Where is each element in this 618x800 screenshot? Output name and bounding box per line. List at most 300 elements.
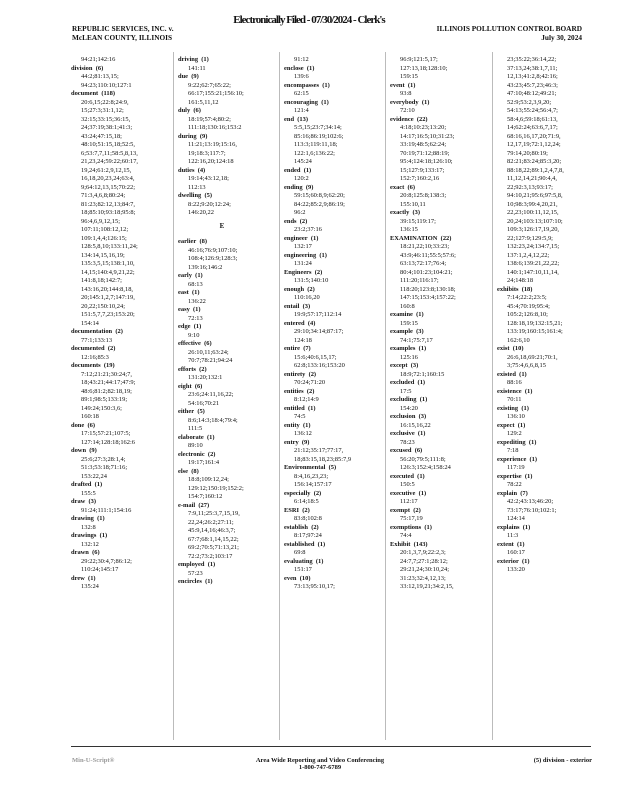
page-line-reference: 59:15;60:8,9;62:20; bbox=[294, 192, 345, 199]
index-term-word: excluding bbox=[390, 396, 417, 403]
page-line-reference: 29:10;34:14;87:17; bbox=[294, 328, 344, 335]
index-term-word: duly bbox=[178, 107, 191, 114]
index-term bbox=[284, 524, 372, 533]
index-term-word: earlier bbox=[178, 238, 197, 245]
page-line-reference: 93:8 bbox=[400, 90, 412, 97]
page-line-reference: 75:17,19 bbox=[400, 515, 423, 522]
page-line-reference: 12,17,19;72:1,12,24; bbox=[507, 141, 561, 148]
page-line-reference: 146:20,22 bbox=[188, 209, 214, 216]
page-line-reference: 19:9;57:17;112:14 bbox=[294, 311, 342, 318]
index-term bbox=[497, 524, 585, 533]
page-line-reference: 136:22 bbox=[188, 297, 206, 305]
index-term-count: (1) bbox=[418, 345, 427, 352]
index-term-word: edge bbox=[178, 323, 191, 330]
index-term bbox=[71, 575, 159, 584]
index-term-word: due bbox=[178, 73, 189, 80]
page-line-reference: 113:3;119:11,18; bbox=[294, 141, 338, 148]
index-term bbox=[71, 345, 159, 354]
page-line-reference: 132:23,24;134:7,15; bbox=[507, 243, 560, 250]
page-line-reference: 151:5,7,7,23;153:20; bbox=[81, 311, 135, 318]
page-line-reference: 133:20 bbox=[507, 566, 525, 573]
index-term bbox=[71, 65, 159, 74]
index-term-word: executed bbox=[390, 472, 414, 480]
index-term-word: EXAMINATION bbox=[390, 234, 438, 242]
page-line-reference: 124:18 bbox=[294, 336, 312, 344]
index-term bbox=[71, 447, 159, 456]
page-line-reference: 160:17 bbox=[507, 549, 525, 556]
index-term bbox=[71, 515, 159, 524]
page-line-reference: 21,23,24;59:22;60:17, bbox=[81, 158, 139, 165]
index-term-word: evaluating bbox=[284, 557, 313, 565]
index-term-count: (5) bbox=[197, 408, 205, 415]
index-term-count: (9) bbox=[301, 438, 310, 446]
page-line-reference: 89:10 bbox=[188, 442, 203, 449]
page-line-reference: 74:5 bbox=[294, 413, 306, 420]
index-term-word: examples bbox=[390, 345, 416, 352]
page-line-reference: 20;145:1,2,7;147:19, bbox=[81, 294, 135, 301]
page-line-reference: 155:10,11 bbox=[400, 200, 426, 208]
index-term-count: (1) bbox=[517, 540, 525, 548]
page-line-reference: 6:14;18:5 bbox=[294, 498, 319, 505]
index-term-count: (1) bbox=[201, 56, 209, 63]
page-line-reference: 56:20;79:5;111:8; bbox=[400, 455, 446, 463]
page-line-reference: 73:13;95:10,17; bbox=[294, 583, 335, 590]
index-term-count: (18) bbox=[521, 285, 533, 293]
page-line-reference: 48:10;51:15,18;52:5, bbox=[81, 141, 136, 148]
page-line-reference: 117:19 bbox=[507, 464, 525, 471]
index-term bbox=[497, 405, 585, 414]
page-line-reference: 128:18,19;132:15,21; bbox=[507, 319, 563, 327]
page-line-reference: 8:4,16,23,23; bbox=[294, 472, 329, 480]
page-line-reference: 91:12 bbox=[294, 56, 309, 63]
page-line-reference: 110:16,20 bbox=[294, 294, 320, 301]
page-line-reference: 5:5,15;23:7;34:14; bbox=[294, 124, 342, 131]
index-term bbox=[178, 167, 266, 176]
index-term-count: (118) bbox=[101, 90, 115, 97]
index-term-word: established bbox=[284, 540, 315, 548]
page-line-reference: 89:1;98:5;133:19; bbox=[81, 396, 128, 403]
page-line-reference: 23:6;24:11,16,22; bbox=[188, 391, 234, 398]
index-term-count: (1) bbox=[417, 379, 426, 386]
page-line-reference: 8:6;14:3;18:4;79:4; bbox=[188, 416, 238, 424]
electronic-filing-stamp: Electronically Filed - 07/30/2024 - Clerk's bbox=[233, 14, 385, 26]
page-line-reference: 82:21;83:24;85:3,20; bbox=[507, 158, 562, 165]
page-line-reference: 111:20;116:17; bbox=[400, 277, 439, 284]
page-line-reference: 19:14;43:12,18; bbox=[188, 175, 229, 182]
page-line-reference: 152:7;160:2,16 bbox=[400, 175, 440, 182]
page-line-reference: 19:17;161:4 bbox=[188, 459, 220, 466]
index-term-word: document bbox=[71, 90, 99, 97]
index-term bbox=[390, 396, 478, 405]
page-line-reference: 62:8;133:16;153:20 bbox=[294, 362, 345, 369]
page-line-reference: 74:4 bbox=[400, 532, 412, 539]
page-line-reference: 125:16 bbox=[400, 353, 418, 361]
page-line-reference: 137:1,2,4,12,22; bbox=[507, 251, 550, 259]
page-line-reference: 22;92:3,13;93:17; bbox=[507, 183, 553, 191]
page-line-reference: 131:24 bbox=[294, 260, 312, 267]
index-column-1 bbox=[71, 56, 159, 592]
index-term bbox=[497, 371, 585, 380]
index-term-word: enough bbox=[284, 285, 305, 293]
page-line-reference: 14;62:24;63:6,7,17; bbox=[507, 124, 558, 131]
index-term-count: (1) bbox=[307, 404, 316, 412]
index-term-word: entail bbox=[284, 302, 300, 310]
index-term bbox=[284, 388, 372, 397]
page-line-reference: 108:4;126:9;128:3; bbox=[188, 255, 238, 262]
page-line-reference: 150:5 bbox=[400, 481, 415, 488]
page-line-reference: 155:5 bbox=[81, 489, 96, 497]
index-term bbox=[284, 541, 372, 550]
index-term bbox=[284, 286, 372, 295]
index-term-word: exclusive bbox=[390, 430, 415, 437]
page-line-reference: 39:15;119:17; bbox=[400, 217, 436, 225]
index-term-word: explains bbox=[497, 523, 520, 531]
index-term-count: (6) bbox=[92, 549, 100, 556]
index-term bbox=[284, 558, 372, 567]
page-line-reference: 46:16;76:9;107:10; bbox=[188, 246, 238, 254]
index-term-word: draw bbox=[71, 498, 86, 505]
page-line-reference: 23:2;37:16 bbox=[294, 226, 322, 233]
page-line-reference: 8:12;14:9 bbox=[294, 396, 319, 403]
index-term-word: entered bbox=[284, 319, 305, 327]
index-term bbox=[497, 456, 585, 465]
page-line-reference: 94:10,21;95:6;97:5,8, bbox=[507, 192, 563, 199]
index-term-word: entry bbox=[284, 438, 299, 446]
page-line-reference: 26:6,18,69:21;70:1, bbox=[507, 353, 558, 361]
page-line-reference: 7:12;21:21;30:24;7, bbox=[81, 370, 132, 378]
index-term-count: (27) bbox=[198, 501, 210, 509]
page-line-reference: 145:24 bbox=[294, 158, 312, 165]
page-line-reference: 18;43:21;44:17;47:9; bbox=[81, 379, 136, 386]
page-line-reference: 54:13;55:24;56:4,7; bbox=[507, 107, 558, 114]
index-term-count: (1) bbox=[310, 234, 319, 242]
page-line-reference: 129:12;150:19;152:2; bbox=[188, 484, 244, 492]
page-line-reference: 69:8 bbox=[294, 549, 306, 556]
page-line-reference: 12,13;41:2,8;42:16; bbox=[507, 73, 558, 80]
index-term bbox=[284, 575, 372, 584]
index-term bbox=[284, 371, 372, 380]
index-term bbox=[284, 269, 372, 278]
index-term-word: drawn bbox=[71, 549, 89, 556]
index-term bbox=[497, 286, 585, 295]
page-line-reference: 63:13;72:17;76:4; bbox=[400, 260, 447, 267]
page-line-reference: 20,24;103:13;107:10; bbox=[507, 217, 563, 225]
index-term-word: documents bbox=[71, 362, 101, 369]
index-column-2 bbox=[178, 56, 266, 587]
page-line-reference: 62:15 bbox=[294, 90, 309, 97]
index-term bbox=[497, 345, 585, 354]
index-term bbox=[284, 99, 372, 108]
index-term-word: effective bbox=[178, 340, 201, 347]
page-line-reference: 18:9;72:1;160:15 bbox=[400, 370, 445, 378]
index-term-word: east bbox=[178, 289, 189, 296]
page-line-reference: 24:7,7;27:1;28:12; bbox=[400, 557, 448, 565]
page-line-reference: 133:19;160:15;161:4; bbox=[507, 328, 563, 335]
index-term bbox=[390, 99, 478, 108]
index-term-count: (1) bbox=[517, 421, 526, 429]
index-term-word: elaborate bbox=[178, 433, 204, 441]
index-term-count: (1) bbox=[417, 472, 425, 480]
page-line-reference: 45:4;70:19;95:4; bbox=[507, 302, 550, 310]
page-line-reference: 25:6;27:3;28:1,4; bbox=[81, 455, 126, 463]
index-term-word: event bbox=[390, 81, 405, 89]
index-term-count: (6) bbox=[193, 107, 201, 114]
index-term-word: expediting bbox=[497, 438, 526, 446]
index-term-word: existing bbox=[497, 404, 519, 412]
page-line-reference: 15;127:9;133:17; bbox=[400, 166, 445, 174]
page-line-reference: 94:21;142:16 bbox=[81, 56, 116, 63]
index-term bbox=[284, 82, 372, 91]
page-line-reference: 44:2;81:13,15; bbox=[81, 73, 119, 80]
index-term-count: (1) bbox=[191, 289, 200, 296]
page-line-reference: 11:3 bbox=[507, 532, 519, 539]
caption-parties: REPUBLIC SERVICES, INC. v. bbox=[72, 24, 174, 33]
page-line-reference: 68:13 bbox=[188, 280, 203, 288]
page-line-reference: 54:16;70:21 bbox=[188, 399, 220, 407]
page-line-reference: 57:23 bbox=[188, 569, 203, 577]
index-term bbox=[390, 507, 478, 516]
index-term-count: (9) bbox=[89, 447, 97, 454]
index-term-word: entitled bbox=[284, 404, 305, 412]
page-line-reference: 134:14,15,16,19; bbox=[81, 251, 125, 259]
index-term bbox=[178, 366, 266, 375]
page-line-reference: 126:3;152:4;158:24 bbox=[400, 464, 451, 471]
page-line-reference: 14:17;16:5;10;31:23; bbox=[400, 132, 455, 140]
page-line-reference: 19;18:3;117:7; bbox=[188, 149, 226, 157]
index-term-count: (22) bbox=[416, 115, 428, 123]
index-term-count: (1) bbox=[407, 81, 416, 89]
index-term-count: (9) bbox=[305, 183, 314, 191]
index-term bbox=[71, 481, 159, 490]
index-term bbox=[390, 235, 478, 244]
footer-reporter-phone: 1-800-747-6789 bbox=[298, 764, 342, 771]
page-line-reference: 52:9;53:2,3,9,20; bbox=[507, 98, 552, 106]
index-term-word: division bbox=[71, 64, 93, 72]
page-line-reference: 69:2;70:5;71:13,21; bbox=[188, 544, 239, 551]
index-term-word: during bbox=[178, 132, 197, 140]
page-line-reference: 29:21,24;30:10,24; bbox=[400, 566, 449, 573]
page-line-reference: 67:7;68:1,14,15,22; bbox=[188, 535, 239, 543]
page-line-reference: 58:4,6;59:18;61:13, bbox=[507, 115, 558, 123]
page-line-reference: 24;148:18 bbox=[507, 277, 534, 284]
index-term bbox=[284, 167, 372, 176]
index-term bbox=[178, 107, 266, 116]
page-line-reference: 8:22;9:20;12:24; bbox=[188, 200, 231, 208]
page-line-reference: 7:9,11;25:3,7,15,19, bbox=[188, 510, 240, 517]
index-term bbox=[178, 192, 266, 201]
index-term-count: (2) bbox=[107, 345, 116, 352]
index-term bbox=[178, 323, 266, 332]
page-line-reference: 18:8;109:12,24; bbox=[188, 476, 229, 483]
index-term-count: (22) bbox=[440, 234, 452, 242]
page-line-reference: 96:4,6,9,12,15; bbox=[81, 217, 120, 225]
index-term-word: engineering bbox=[284, 251, 317, 259]
index-term bbox=[284, 320, 372, 329]
page-line-reference: 135:24 bbox=[81, 583, 99, 590]
page-line-reference: 9;64:12,13,15;70:22; bbox=[81, 183, 136, 191]
index-term-count: (1) bbox=[195, 272, 203, 279]
index-term-count: (1) bbox=[99, 532, 108, 539]
index-term bbox=[390, 490, 478, 499]
page-line-reference: 51:3;53:18;71:16; bbox=[81, 464, 128, 471]
page-line-reference: 160:18 bbox=[81, 413, 99, 420]
index-term-word: entirety bbox=[284, 370, 306, 378]
footer-page-range: (5) division - exterior bbox=[533, 757, 592, 764]
index-term-count: (5) bbox=[204, 192, 212, 199]
page-line-reference: 132:17 bbox=[294, 243, 312, 250]
index-term-word: evidence bbox=[390, 115, 414, 123]
index-term-word: employed bbox=[178, 561, 205, 568]
page-line-reference: 16:15,16,22 bbox=[400, 421, 431, 429]
index-term-count: (3) bbox=[412, 209, 421, 216]
index-term bbox=[178, 56, 266, 65]
section-letter: E bbox=[219, 221, 225, 230]
page-line-reference: 121:4 bbox=[294, 107, 309, 114]
index-term bbox=[178, 133, 266, 142]
index-term-count: (10) bbox=[299, 574, 311, 582]
index-term-count: (2) bbox=[413, 506, 421, 514]
index-term-count: (1) bbox=[519, 370, 527, 378]
index-term-word: expertise bbox=[497, 472, 522, 480]
index-term-count: (1) bbox=[424, 523, 432, 531]
index-term-count: (1) bbox=[319, 251, 327, 259]
page-line-reference: 3;75:4,6,6,8,15 bbox=[507, 362, 546, 369]
index-term-word: drawing bbox=[71, 515, 94, 522]
page-line-reference: 18;83:15,18,23;85:7,9 bbox=[294, 455, 352, 463]
page-line-reference: 143:16,20;144:8,18, bbox=[81, 285, 134, 293]
index-term-word: Environmental bbox=[284, 464, 326, 471]
index-term-count: (1) bbox=[302, 421, 311, 429]
page-line-reference: 124:14 bbox=[507, 515, 525, 522]
column-divider bbox=[279, 52, 280, 740]
page-line-reference: 20:1,3,7,9;22:2,3; bbox=[400, 549, 446, 556]
index-term bbox=[390, 184, 478, 193]
page-line-reference: 20:6,15;22:8;24:9, bbox=[81, 98, 129, 106]
index-term-word: ended bbox=[284, 166, 301, 174]
index-term-count: (2) bbox=[115, 328, 123, 335]
index-term-count: (1) bbox=[88, 574, 96, 582]
page-line-reference: 131:5;140:10 bbox=[294, 277, 329, 284]
index-term bbox=[178, 561, 266, 570]
index-term-count: (2) bbox=[306, 387, 315, 395]
page-line-reference: 29:22;30:4,7;86:12; bbox=[81, 557, 132, 565]
index-term bbox=[178, 289, 266, 298]
index-term bbox=[71, 90, 159, 99]
page-line-reference: 22;127:9;129:5,9; bbox=[507, 234, 553, 242]
index-term-word: electronic bbox=[178, 450, 205, 458]
footer-brand: Min-U-Script® bbox=[72, 757, 115, 764]
index-term-word: excused bbox=[390, 447, 412, 454]
page-line-reference: 154:20 bbox=[400, 404, 418, 412]
page-line-reference: 83:8;102:8 bbox=[294, 515, 322, 522]
index-term-count: (1) bbox=[193, 323, 202, 330]
index-term-word: engineer bbox=[284, 234, 308, 242]
index-term bbox=[390, 473, 478, 482]
page-line-reference: 141:11 bbox=[188, 64, 206, 72]
index-term bbox=[284, 116, 372, 125]
page-line-reference: 159:15 bbox=[400, 319, 418, 327]
index-term-word: expect bbox=[497, 421, 515, 429]
page-line-reference: 31:23;32:4,12,13; bbox=[400, 574, 446, 582]
index-term-count: (1) bbox=[416, 311, 424, 318]
index-term-word: drawings bbox=[71, 532, 97, 539]
index-term bbox=[284, 184, 372, 193]
page-line-reference: 70:11 bbox=[507, 396, 522, 403]
index-term bbox=[178, 502, 266, 511]
index-term bbox=[71, 498, 159, 507]
index-term bbox=[284, 439, 372, 448]
index-term bbox=[178, 408, 266, 417]
page-line-reference: 71:3,4,6,8;80:24; bbox=[81, 192, 126, 199]
page-line-reference: 91:24;111:1;154:16 bbox=[81, 506, 132, 514]
index-term bbox=[284, 422, 372, 431]
page-line-reference: 66:17;155:21;156:10; bbox=[188, 90, 244, 97]
page-line-reference: 96:2 bbox=[294, 209, 306, 216]
index-term bbox=[390, 345, 478, 354]
page-line-reference: 20:8;125:8;138:3; bbox=[400, 192, 447, 199]
page-line-reference: 127:14;128:18;162:6 bbox=[81, 438, 136, 446]
page-line-reference: 22,24;26:2;27:11; bbox=[188, 518, 234, 526]
page-line-reference: 73:17;76:10;102:1; bbox=[507, 506, 557, 514]
page-line-reference: 17:5 bbox=[400, 387, 412, 395]
index-term bbox=[390, 116, 478, 125]
index-term-word: exterior bbox=[497, 557, 519, 565]
index-term-count: (6) bbox=[204, 340, 212, 347]
index-term-count: (2) bbox=[313, 489, 322, 497]
page-line-reference: 24;37:19;38:1;41:3; bbox=[81, 124, 133, 131]
index-term-word: exclusion bbox=[390, 413, 416, 420]
page-line-reference: 84:22;85:2,9;86:19; bbox=[294, 200, 345, 208]
page-line-reference: 72:2;73:2;103:17 bbox=[188, 552, 233, 560]
page-line-reference: 80:4;101:23;104:21; bbox=[400, 268, 453, 276]
index-term-count: (3) bbox=[88, 498, 97, 505]
index-term-word: exemptions bbox=[390, 523, 422, 531]
index-term-word: Exhibit bbox=[390, 540, 411, 548]
index-term-word: down bbox=[71, 447, 87, 454]
page-line-reference: 15:6;40:6,15,17; bbox=[294, 353, 337, 361]
index-term bbox=[284, 345, 372, 354]
page-line-reference: 15;27:3;31:1,12; bbox=[81, 107, 124, 114]
page-line-reference: 18:19;57:4;80:2; bbox=[188, 115, 231, 123]
index-term-word: everybody bbox=[390, 98, 419, 106]
index-term-word: extent bbox=[497, 540, 514, 548]
index-term-word: end bbox=[284, 115, 295, 123]
page-line-reference: 43:23;45:7,23;46:3; bbox=[507, 81, 558, 89]
index-term-count: (3) bbox=[410, 362, 419, 369]
index-term bbox=[71, 362, 159, 371]
page-line-reference: 12:16;85:3 bbox=[81, 353, 109, 361]
index-term-count: (1) bbox=[303, 166, 312, 174]
index-term-word: except bbox=[390, 362, 408, 369]
index-term bbox=[497, 541, 585, 550]
page-line-reference: 105:2;126:8,10; bbox=[507, 311, 548, 318]
page-line-reference: 136:12 bbox=[294, 430, 312, 437]
index-term bbox=[390, 541, 478, 550]
index-term-count: (1) bbox=[529, 455, 538, 463]
index-term-word: ESRI bbox=[284, 506, 300, 514]
page-line-reference: 161:5,11,12 bbox=[188, 98, 219, 106]
index-term bbox=[497, 422, 585, 431]
index-term-count: (1) bbox=[417, 430, 426, 437]
index-term-count: (1) bbox=[522, 557, 530, 565]
index-term bbox=[178, 272, 266, 281]
page-line-reference: 26:10,11;63:24; bbox=[188, 348, 229, 356]
index-term-word: duties bbox=[178, 166, 195, 174]
index-term bbox=[178, 383, 266, 392]
page-line-reference: 138:6;139:21,22,22; bbox=[507, 260, 560, 267]
index-term-count: (4) bbox=[197, 166, 206, 174]
page-line-reference: 48:6;81:2;82:18,19; bbox=[81, 387, 132, 395]
